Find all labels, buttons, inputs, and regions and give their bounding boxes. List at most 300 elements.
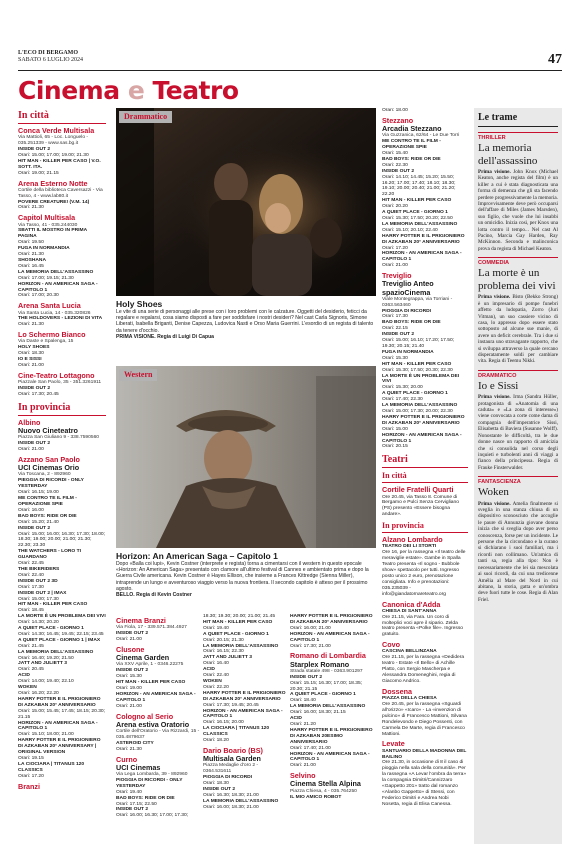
- showtimes: Orari: 16.15; 19.00: [18, 490, 59, 496]
- town-name: Branzi: [18, 781, 40, 791]
- movie-title: Holy Shoes: [116, 299, 163, 309]
- showtimes: Orari: 22.40: [203, 673, 229, 679]
- theatre-block: [382, 641, 468, 685]
- film-title: LA CIOCIARA | TITANUS 120 CLASSICS: [203, 726, 270, 738]
- town-name: Albino: [18, 417, 41, 427]
- showtimes: Orari: 20.45: [18, 667, 44, 673]
- film-title: JATT AND JULIETT 3: [18, 661, 67, 667]
- showtimes: Orari: 14.30; 16.45; 19.45; 22.15; 23.45: [18, 631, 104, 637]
- section-teatri: Teatri: [382, 454, 468, 468]
- film-title: IL MIO AMICO ROBOT: [290, 794, 342, 800]
- showtimes: Orari: 19.00; 21.15: [18, 170, 59, 176]
- film-title: JATT AND JULIETT 3: [203, 655, 252, 661]
- showtimes: Orari: 15.40: [382, 151, 408, 157]
- cinema-address: Piazza San Giuliano 9 - 338.7590560: [18, 435, 100, 441]
- film-title: INSIDE OUT 2: [290, 674, 323, 680]
- showtimes: Orari: 19.00: [116, 685, 142, 691]
- cinema-address: Strada statale 498 - 0363.901297: [290, 668, 363, 674]
- theatre-description: Ore 21.15, per la rassegna «Dedidera teatro - Estate «Il Bello» di Achille Platto, con Sergio Mascherpa e Alessandra Domeneghini, regia di Giacomo Andrico.: [382, 655, 465, 684]
- town-name: Dario Boario (BS): [203, 745, 263, 755]
- cinema-address: Via Lega Lombarda, 39 - 892960: [116, 772, 188, 778]
- film-title: LA MEMORIA DELL'ASSASSINO: [290, 704, 366, 710]
- cinema-name: Arcadia Stezzano: [382, 124, 442, 134]
- film-title: LA MEMORIA DELL'ASSASSINO: [203, 643, 279, 649]
- section-headline: [18, 76, 239, 105]
- film-title: HORIZON - AN AMERICAN SAGA - CAPITOLO 1: [18, 720, 98, 732]
- plot-title: Io e Sissi: [478, 379, 519, 392]
- cinema-address: Via Daste e Spalenga, 15: [18, 339, 74, 345]
- section-in-provincia: In provincia: [18, 402, 106, 416]
- showtimes: Orari: 15.30; 17.50; 20.30; 22.30: [382, 367, 453, 373]
- headline-cinema: Cinema: [18, 76, 120, 105]
- movie-card-horizon: [116, 366, 376, 611]
- plot-title: La memoria dell'assassino: [478, 142, 538, 167]
- showtimes: Orari: 16.30; 18.30; 21.00: [203, 792, 259, 798]
- film-title: INSIDE OUT 2: [116, 668, 149, 674]
- showtimes: Orari: 20.20: [382, 204, 408, 210]
- film-title: IO E SISSI: [18, 357, 42, 363]
- plot-lead: Prima visione.: [478, 294, 511, 301]
- film-title: WOKEN: [203, 678, 222, 684]
- cinema-name: UCI Cinemas: [116, 762, 161, 772]
- movie-description: Le vite di una serie di personaggi alle prese con i loro problemi con le calzature. Oggetti del desiderio, feticci da regalare e regalarsi, cosa siamo disposti a fare per soddisfare i nostri desideri? Nel cast Carla Signoris, Simone Liberati, Isabella Briganti, Denise Capezza, Ludovica Nasti e Orso Maria Guerrini. L'esordio di un regista di talento da tenere d'occhio.: [116, 309, 374, 334]
- showtimes: Orari: 17.30; 20.45: [18, 392, 59, 398]
- theatre-block: [382, 740, 468, 807]
- showtimes: Orari: 15.30; 20.00: [382, 385, 423, 391]
- cinema-block: [116, 756, 200, 820]
- showtimes: Orari: 21.00: [116, 703, 142, 709]
- cinema-block: [203, 614, 287, 744]
- showtimes: Orari: 19.40: [203, 625, 229, 631]
- film-title: INSIDE OUT 2: [382, 168, 415, 174]
- showtimes: Orari: 18.00: [382, 108, 408, 113]
- showtimes: Orari: 17.00; 20.30: [18, 293, 59, 299]
- film-title: LA MORTE È UN PROBLEMA DEI VIVI: [382, 373, 460, 385]
- page-number: 47: [548, 52, 562, 67]
- cinema-block: [203, 747, 287, 811]
- showtimes: Orari: 21.30: [116, 746, 142, 752]
- showtimes: Orari: 21.00: [18, 447, 44, 453]
- film-title: HIT MAN - KILLER PER CASO: [18, 602, 88, 608]
- plot-body: Bisto (Bekko Strong) è un impresario di pompe funebri affetto da ludopatia, Zorro (Juri Vitman), un suo cassiere vicino di casa, lo appresso dopo essere stato sottoposto ad alcune sue manie, di avere un deficit cerebrale. Tra i due si instaura uno stravagante rapporto, che si sviluppa attraverso la quale cercano disperatamente soldi per cambiare vita. Regia di Teemu Nikki.: [478, 294, 558, 365]
- cinema-block: [382, 117, 468, 269]
- cinema-block: [18, 127, 106, 177]
- film-title: INSIDE OUT 2: [18, 386, 51, 392]
- theatre-description: Ore 16, per la rassegna «Il teatro delle meraviglie estate». Gambe in Spalla Teatro presenta «Il sogno - Bubbole show» spettacolo per tutti. Ingresso posto unico 2 euro, prenotazione consigliata. Info e prenotazioni: 035.235039 - info@giandatornareteatro.org: [382, 550, 466, 597]
- film-title: SBATTI IL MOSTRO IN PRIMA PAGINA: [18, 228, 87, 240]
- film-title: HIT MAN - KILLER PER CASO: [382, 361, 452, 367]
- town-name: Azzano San Paolo: [18, 455, 80, 465]
- cinema-name: Arena Santa Lucia: [18, 301, 81, 311]
- film-title: FUGA IN NORMANDIA: [382, 349, 434, 355]
- cinema-name: Cinema Stella Alpina: [290, 779, 361, 789]
- film-title: A QUIET PLACE - GIORNO 1: [203, 631, 269, 637]
- film-title: PIOGGIA DI RICORDI - ONLY YESTERDAY: [116, 777, 183, 789]
- showtimes: Orari: 15.00; 15.45; 17.45; 18.15; 20.30; 21.15: [18, 708, 106, 720]
- film-title: HIT MAN - KILLER PER CASO | V.O. SOTT. ITA.: [18, 158, 101, 170]
- showtimes: Orari: 21.00: [18, 363, 44, 369]
- film-title: LA MEMORIA DELL'ASSASSINO: [18, 649, 94, 655]
- showtimes: Orari: 15.00; 17.00; 19.00; 21.30: [18, 152, 89, 158]
- showtimes: Orari: 15.30: [382, 355, 408, 361]
- cinema-block: [18, 214, 106, 299]
- cinema-address: Via Toscana, 2 - 892960: [18, 472, 71, 478]
- showtimes: Orari: 18.30: [18, 351, 44, 357]
- section-in-provincia: In provincia: [382, 521, 468, 533]
- showtimes: Orari: 17.30: [18, 584, 44, 590]
- cinema-block: [382, 272, 468, 450]
- cinema-block: [18, 372, 106, 398]
- showtimes: Orari: 16.15; 22.30: [203, 649, 244, 655]
- plot-genre: FANTASCIENZA: [478, 476, 558, 485]
- showtimes: Orari: 15.00; 17.30; 20.00; 22.30: [382, 408, 453, 414]
- cinema-block: [290, 652, 376, 769]
- showtimes: Orari: 16.00: [18, 507, 44, 513]
- film-title: INSIDE OUT 2: [203, 786, 236, 792]
- cinema-name: Conca Verde Multisala: [18, 126, 95, 135]
- film-title: HORIZON - AN AMERICAN SAGA - CAPITOLO 1: [18, 281, 98, 293]
- film-title: BAD BOYS: RIDE OR DIE: [382, 156, 441, 162]
- showtimes: Orari: 22.30: [382, 162, 408, 168]
- plot-body: John Knox (Michael Keaton, anche regista del film) è un killer a cui è stata diagnosticata una forma di demenza che gli sta facendo perdere progressivamente la memoria. Improvvisamente deve però occuparsi dell'affare di Miles (James Marsden), suo figlio, che vuole che lui insabbi un omicidio. Inizia così, per Knox una lotta contro il tempo... Nel cast Al Pacino, Marcia Gay Harden, Ray McKinnon. Seconda e malinconica prova da regista di Michael Keaton.: [478, 169, 559, 252]
- cinema-address: Via Guzzanica, 62/64 - Le Due Torri: [382, 133, 460, 139]
- plot-title: La morte è un problema dei vivi: [478, 267, 556, 292]
- town-name: Romano di Lombardia: [290, 651, 366, 661]
- showtimes: Orari: 16.00; 18.30; 21.00: [203, 804, 259, 810]
- showtimes: Orari: 16.15; 20.00: [203, 720, 244, 726]
- showtimes: Orari: 15.10; 20.10; 22.40: [382, 227, 438, 233]
- plot-lead: Prima visione.: [478, 394, 511, 401]
- film-title: ACID: [18, 673, 30, 679]
- showtimes: Orari: 18.20: [203, 738, 229, 744]
- cinema-name: Nuovo Cineteatro: [18, 426, 78, 436]
- showtimes: Orari: 15.15; 16.30; 17.00; 18.35; 20.30; 21.15: [290, 680, 363, 692]
- showtimes: Orari: 16.00; 21.00: [290, 625, 331, 631]
- movie-still-image: [116, 366, 376, 548]
- film-title: HIT MAN - KILLER PER CASO: [203, 619, 273, 625]
- plot-text: [478, 501, 558, 604]
- showtimes: Orari: 19.40: [116, 789, 142, 795]
- genre-tag: Western: [119, 369, 157, 381]
- paper-name: L'ECO DI BERGAMO: [18, 50, 79, 56]
- film-title: PIEGGIA DI RICORDI - ONLY YESTERDAY: [18, 478, 84, 490]
- cinema-block: [18, 456, 106, 780]
- showtimes: Orari: 17.00; 19.15; 21.30: [18, 275, 74, 281]
- town-name: Selvino: [290, 771, 316, 781]
- cinema-address: Cortile dell'Oratorio - Via Rizzardi, 15 - 035.4879637: [116, 728, 200, 740]
- cinema-block: [18, 302, 106, 328]
- venue-name: Dossena: [382, 686, 412, 696]
- town-name: Clusone: [116, 644, 145, 654]
- cinema-block: [290, 772, 376, 800]
- theatre-description: Ore 21.30, in occasione di 8 il caso di pioggia nella sala della comunità». Per la rassegna «A Levar l'ombra da terra» la compagnia Dimitri/Cannizzaro «Gappetto 201» tratto dal romanzo «Alanbo Gappetto» di Stessi, con Federico Dimitri e Andrea Nobi Nosetta, regia di Elisa Canessa.: [382, 760, 467, 807]
- plot-item: [478, 132, 558, 252]
- plot-genre: DRAMMATICO: [478, 370, 558, 379]
- cinema-block: [290, 614, 376, 649]
- cinema-name: Starplex Romano: [290, 659, 350, 669]
- film-title: INSIDE OUT 2: [382, 332, 415, 338]
- showtimes: Orari: 15.20; 21.40: [18, 519, 59, 525]
- venue-name: Covo: [382, 640, 400, 650]
- film-title: INSIDE OUT 2: [116, 631, 149, 637]
- listings-column-2c: [290, 614, 376, 846]
- cinema-address: Piazza Chiesa, 4 - 035.764250: [290, 788, 357, 794]
- plot-item: [478, 257, 558, 364]
- plot-text: [478, 294, 558, 364]
- theatre-block: [382, 688, 468, 738]
- venue-name: Levate: [382, 739, 405, 749]
- film-title: LA MEMORIA DELL'ASSASSINO: [203, 798, 279, 804]
- showtimes: Orari: 19.50: [18, 240, 44, 246]
- showtimes: Orari: 19.15: [18, 755, 44, 761]
- plot-body: Irma (Sandra Hüller, protagonista di «Anatomia di una caduta» e «La zona di interesse») viene convocata a corte come dama di compagnia dell'imperatrice Sissi, Elisabetta di Baviera (Susanne Wolff). Nonostante le difficoltà, tra le due donne nasce un rapporto di amicizia che si consolida nel corso degli inquieti e turbolenti anni di viaggi a fianco della principessa. Regia di Frauke Finsterwalder.: [478, 394, 558, 471]
- section-in-citta: In città: [382, 471, 468, 483]
- showtimes: Orari: 16.40; 19.20; 21.50: [18, 655, 74, 661]
- showtimes: Orari: 15.00; 16.00; 16.30; 17.30; 18.00; 18.30; 19.00; 20.00; 21.00; 21.30; 22.30; 23.30: [18, 531, 106, 549]
- film-title: BAD BOYS: RIDE OR DIE: [18, 513, 77, 519]
- film-title: HIT MAN - KILLER PER CASO: [382, 198, 452, 204]
- film-title: HIT MAN - KILLER PER CASO: [116, 680, 186, 686]
- headline-teatro: Teatro: [152, 76, 239, 105]
- film-title: ASTEROID CITY: [116, 740, 154, 746]
- cinema-name: Treviglio Anteo spazioCinema: [382, 279, 434, 297]
- showtimes: Orari: 18.40: [290, 698, 316, 704]
- film-title: HORIZON - AN AMERICAN SAGA - CAPITOLO 1: [290, 631, 370, 643]
- town-name: Stezzano: [382, 115, 414, 125]
- showtimes: Orari: 20.15: [382, 444, 408, 450]
- film-title: A QUIET PLACE - GIORNO 1 | IMAX: [18, 637, 101, 643]
- showtimes: Orari: 18.45: [18, 608, 44, 614]
- film-title: A QUIET PLACE - GIORNO 1: [290, 692, 356, 698]
- showtimes: Orari: 20.15; 21.30: [203, 637, 244, 643]
- showtimes: Orari: 21.30: [18, 322, 44, 328]
- film-title: BAD BOYS: RIDE OR DIE: [382, 320, 441, 326]
- film-title: HORIZON - AN AMERICAN SAGA - CAPITOLO 1: [382, 251, 462, 263]
- showtimes: Orari: 15.10; 18.00; 21.00: [18, 732, 74, 738]
- film-title: HARRY POTTER E IL PRIGIONIERO DI AZKABAN 20° ANNIVERSARIO: [382, 233, 465, 245]
- credit-text: PRIMA VISIONE. Regia di Luigi Di Capua: [116, 333, 215, 340]
- showtimes: Orari: 15.00: [382, 426, 408, 432]
- film-title: WOKEN: [18, 685, 37, 691]
- film-title: LA MEMORIA DELL'ASSASSINO: [382, 403, 458, 409]
- film-title: THE HOLDOVERS - LEZIONI DI VITA: [18, 316, 103, 322]
- showtimes: Orari: 21.20: [290, 722, 316, 727]
- headline-sep: e: [127, 76, 145, 105]
- top-rule: [18, 70, 562, 71]
- showtimes: Orari: 22.40: [18, 572, 44, 578]
- film-title: THE WATCHERS - LORO TI GUARDANO: [18, 549, 81, 561]
- showtimes: Orari: 22.20: [203, 684, 229, 690]
- showtimes: Orari: 17.30: [382, 314, 408, 320]
- cinema-name: Cinema Garden: [116, 653, 170, 663]
- listings-column-1: [18, 108, 106, 844]
- film-title: LA CIOCIARA | TITANUS 120 CLASSICS: [18, 761, 85, 773]
- showtimes: Orari: 21.00: [382, 263, 408, 269]
- horizon-photo: [116, 366, 376, 548]
- venue-sub: PIAZZA DELLA CHIESA: [382, 696, 437, 702]
- showtimes: Orari: 14.10; 14.45; 15.20; 15.50; 16.20; 17.00; 17.40; 18.10; 18.30; 19.10; 20.00; 20.40; 21.00; 21.20; 22.20: [382, 174, 456, 198]
- showtimes: Orari: 16.00; 16.30; 17.00; 17.30;: [116, 813, 189, 819]
- showtimes: Orari: 21.30: [18, 252, 44, 258]
- showtimes: Orari: 21.30: [18, 205, 44, 211]
- cinema-block: [382, 272, 468, 450]
- film-title: INSIDE OUT 2: [18, 441, 51, 447]
- showtimes: Orari: 16.40: [203, 661, 229, 667]
- theatre-description: Ore 20.45, per la rassegna «Sguardi all'orizzo» «Icaro» - La «invenzion di pulcino» di Francesco Mattioni, Silvana Rondelevondo e Diego Possenti, con Carmela De Marte, regia di Francesco Mattioni.: [382, 702, 467, 737]
- venue-sub: CASCINA BELLINZANA: [382, 649, 437, 655]
- plot-lead: Prima visione.: [478, 169, 511, 175]
- movie-credit: [116, 334, 376, 340]
- film-title: ACID: [290, 716, 302, 722]
- showtimes: Orari: 17.20: [382, 245, 408, 251]
- cinema-name: Multisala Garden: [203, 754, 261, 764]
- film-title: ME CONTRO TE IL FILM - OPERAZIONE SPIE: [18, 496, 77, 507]
- cinema-block: [18, 331, 106, 369]
- venue-sub: CHIESA DI SANT'ANNA: [382, 608, 437, 614]
- theatre-listings: [382, 486, 468, 807]
- cinema-name: UCI Cinemas Orio: [18, 463, 80, 473]
- cinema-address: Piazzale San Paolo, 35 - 351.3261911: [18, 380, 102, 386]
- theatre-description: Ore 21.15, via Fara. Un coro di molteplici voci apre il sipario. Zelda teatro presenta «Polke file». Ingresso gratuito.: [382, 614, 464, 638]
- film-title: SHOSHANA: [18, 258, 46, 264]
- cinema-name: Arena estiva Oratorio: [116, 719, 190, 729]
- plot-body: Amelia finalmente si sveglia in una stanza chiusa di un dispositivo sconosciuto che accoglie le paure di Annunzia giovane donna inizia che si sveglia dopo aver perso conoscenza, forse per un incidente. Le persone che la circondano e la curano si dichiarano i suoi familiari, ma i ricordi non collimano. Un'amica di tanti sa, regia alla tipo: Non è necessariamente che lei sia mescolata ai suoi ricordi, da cui una tredicenne Amélia al Mare del Nord in cui abitano, la storia, gatta e un'ombra deve fuori tutte le cose. Regia di Alan Friel.: [478, 500, 558, 603]
- holy-shoes-photo: [116, 108, 376, 296]
- film-title: HARRY POTTER E IL PRIGIONIERO DI AZKABAN 20° ANNIVERSARIO: [203, 690, 286, 702]
- film-title: HOLY SHOES: [18, 345, 50, 351]
- plot-title: Woken: [478, 486, 509, 499]
- movie-description: Dopo «Balla coi lupi», Kevin Costner (interprete e regista) torna a cimentarsi con il western in questo epocale «Horizon: An American Saga» presentato con clamore all'ultimo festival di Cannes e ambientato prima e dopo la Guerra Civile americana. Kevin Costner è Hayes Ellison, che insieme a Frances Kittredge (Sienna Miller), intraprende un lungo e avventuroso viaggio verso la nuova frontiera. Il secondo capitolo è atteso per il prossimo agosto.: [116, 561, 369, 592]
- showtimes: Orari: 22.45: [18, 561, 44, 567]
- listings-column-2b: [203, 614, 287, 846]
- showtimes: Orari: 14.00; 19.40; 22.10: [18, 679, 74, 685]
- cinema-address: Via Fiola, 17 - 339.571.384.4927: [116, 625, 187, 631]
- film-title: INSIDE OUT 2: [18, 147, 51, 153]
- sidebar-title: Le trame: [478, 108, 558, 127]
- cinema-name: Cine-Teatro Lottagono: [18, 371, 95, 381]
- showtimes: Orari: 16.20; 22.20: [18, 691, 59, 696]
- film-title: POVERE CREATURE! (V.M. 14): [18, 199, 90, 205]
- venue-name: Canonica d'Adda: [382, 599, 441, 609]
- showtimes: Orari: 15.00; 17.30: [18, 596, 59, 602]
- listings-column-2a: [116, 614, 200, 846]
- film-title: HORIZON - AN AMERICAN SAGA - CAPITOLO 1: [116, 691, 196, 703]
- film-title: HORIZON - AN AMERICAN SAGA - CAPITOLO 1: [382, 432, 462, 444]
- cinema-block: [382, 117, 468, 269]
- movie-credit: [116, 592, 376, 598]
- film-title: LA MORTE È UN PROBLEMA DEI VIVI: [18, 614, 106, 620]
- town-name: Treviglio: [382, 271, 412, 281]
- cinema-name: Capitol Multisala: [18, 213, 76, 223]
- showtimes: Orari: 17.20: [18, 773, 44, 779]
- movie-still-image: [116, 108, 376, 296]
- cinema-block: [116, 713, 200, 753]
- showtimes: Orari: 15.30: [116, 674, 142, 680]
- film-title: HARRY POTTER E IL PRIGIONIERO DI AZKABAN 20° ANNIVERSARIO: [382, 414, 465, 426]
- venue-sub: TEATRO DEI LI STORTI: [382, 544, 437, 550]
- showtimes: Orari: 18.30: [203, 781, 229, 787]
- masthead: [18, 50, 83, 64]
- credit-text: BELLO. Regia di Kevin Costner: [116, 592, 192, 599]
- film-title: PIOGGIA DI RICORDI: [203, 775, 252, 781]
- plot-item: [478, 370, 558, 471]
- film-title: HARRY POTTER E IL PRIGIONIERO DI AZKABAN 20° ANNIVERSARY | ORIGINAL VERSION: [18, 738, 101, 756]
- film-title: FUGA IN NORMANDIA: [18, 246, 70, 252]
- film-title: INSIDE OUT 2 | IMAX: [18, 590, 67, 596]
- film-title: LA MEMORIA DELL'ASSASSINO: [382, 221, 458, 227]
- showtimes: Orari: 21.45: [18, 643, 44, 649]
- film-title: HORIZON - AN AMERICAN SAGA - CAPITOLO 1: [290, 751, 370, 763]
- showtimes: Orari: 21.00: [116, 637, 142, 643]
- cinema-address: Via XXV Aprile, 1 - 0346.22275: [116, 662, 184, 668]
- showtimes: Orari: 17.40; 22.30: [382, 397, 423, 403]
- film-title: A QUIET PLACE - GIORNO 1: [382, 210, 448, 216]
- showtimes: Orari: 17.15; 22.50: [116, 801, 157, 807]
- film-title: THE BIKERIDERS: [18, 566, 60, 572]
- showtimes: Orari: 17.40; 21.00: [290, 745, 331, 751]
- cinema-name: Cinema Branzi: [116, 616, 166, 625]
- plot-lead: Prima visione.: [478, 500, 511, 507]
- film-title: ACID: [203, 667, 215, 673]
- showtimes: Orari: 16.00; 18.30; 21.15: [290, 710, 346, 716]
- cinema-address: Via Mattioli, 65 - Loc. Longuelo - 035.251339 - www.sas.bg.it: [18, 135, 89, 147]
- film-title: INSIDE OUT 2: [18, 525, 51, 531]
- cinema-block: [18, 419, 106, 453]
- film-title: HARRY POTTER E IL PRIGIONIERO DI AZKABAN 20° ANNIVERSARIO: [18, 696, 101, 708]
- film-title: HARRY POTTER E IL PRIGIONIERO DI AZKABAN 20° ANNIVERSARIO: [290, 614, 373, 625]
- theatre-description: Ore 20.45, via Tasso 8. Comune di Bergamo e Pulci Senza Cervigliano (PS) presento «Essere bisogna andare».: [382, 494, 459, 518]
- showtimes: Orari: 22.15: [382, 326, 408, 332]
- film-title: BAD BOYS: RIDE OR DIE: [116, 795, 175, 801]
- plot-genre: THRILLER: [478, 132, 558, 141]
- cinema-address: Via Santa Lucia, 14 - 035.320826: [18, 310, 91, 316]
- town-name: Curno: [116, 754, 138, 764]
- venue-sub: SANTUARIO DELLA MADONNA DEL BAILINO: [382, 748, 467, 760]
- film-title: ME CONTRO TE IL FILM - OPERAZIONE SPIE: [382, 139, 441, 151]
- film-title: INSIDE OUT 2 3D: [18, 578, 58, 584]
- showtimes: Orari: 17.30; 21.00: [290, 643, 331, 649]
- film-title: PIOGGIA DI RICORDI: [382, 308, 431, 314]
- film-title: A QUIET PLACE - GIORNO 1: [18, 626, 84, 632]
- town-name: Cologno al Serio: [116, 711, 174, 721]
- cinema-block: [116, 617, 200, 643]
- showtimes: Orari: 16.45: [18, 263, 44, 269]
- venue-name: Cortile Fratelli Quarti: [382, 485, 454, 495]
- film-title: HARRY POTTER E IL PRIGIONIERO DI AZKABAN 20ESIMO ANNIVERSARIO: [290, 727, 373, 745]
- showtimes: Orari: 21.00: [290, 763, 316, 769]
- showtimes: Orari: 15.00; 16.10; 17.20; 17.50; 19.30; 20.15; 21.40: [382, 338, 455, 350]
- showtimes: Orari: 14.30; 20.20: [18, 620, 59, 626]
- cinema-address: Piazza Medaglie d'oro 2 - 0364.531611: [203, 763, 259, 775]
- theatre-block: [382, 486, 468, 518]
- plot-genre: COMMEDIA: [478, 257, 558, 266]
- plot-text: [478, 394, 558, 471]
- theatre-block: [382, 601, 468, 639]
- listings-column-4: [382, 108, 468, 844]
- showtimes: 18.30; 19.30; 20.00; 21.00; 21.45: [203, 614, 276, 619]
- film-title: HORIZON - AN AMERICAN SAGA - CAPITOLO 1: [203, 708, 283, 720]
- cinema-address: Via Tasso, 41 - 035.244030: [18, 222, 78, 228]
- cinema-block: [18, 180, 106, 212]
- plot-text: [478, 169, 558, 252]
- cinema-address: Viale Montegrappa, via Torriani - 0363.563460: [382, 296, 453, 308]
- showtimes: Orari: 17.30; 19.45; 20.45: [203, 702, 259, 708]
- section-in-citta: In città: [18, 110, 106, 124]
- theatre-block: [382, 536, 468, 597]
- cinema-name: Lo Schermo Bianco: [18, 330, 86, 340]
- movie-card-holy-shoes: [116, 108, 376, 360]
- plot-list: [478, 132, 558, 603]
